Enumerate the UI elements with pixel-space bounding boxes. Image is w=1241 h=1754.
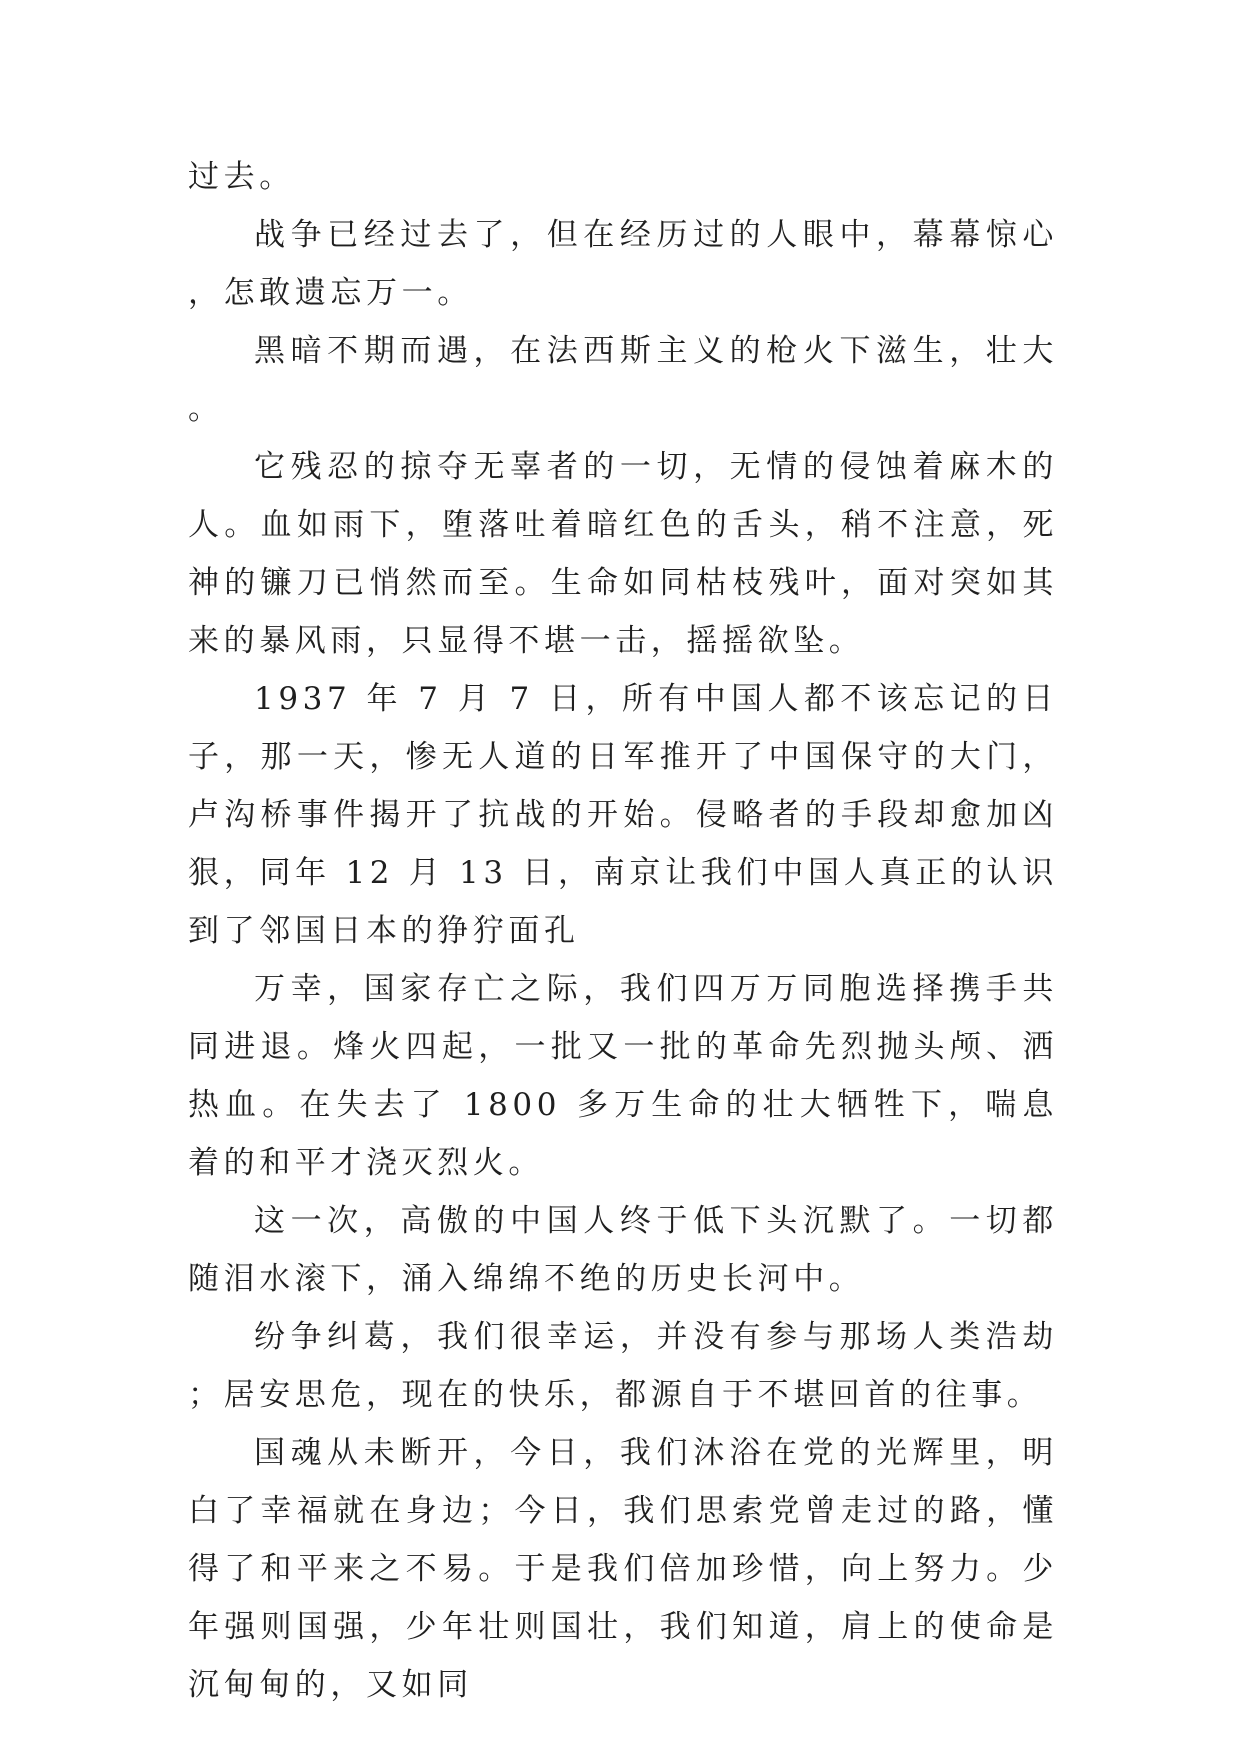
paragraph-3: 黑暗不期而遇，在法西斯主义的枪火下滋生，壮大。 (188, 333, 1058, 427)
paragraph-9: 国魂从未断开，今日，我们沐浴在党的光辉里，明白了幸福就在身边；今日，我们思索党曾走过的路，懂得了和平来之不易。于是我们倍加珍惜，向上努力。少年强则国强，少年壮则国壮，我们知道，肩上的使命是沉甸甸的，又如同 (188, 1435, 1058, 1703)
document-page (188, 148, 1058, 1714)
paragraph-7: 这一次，高傲的中国人终于低下头沉默了。一切都随泪水滚下，涌入绵绵不绝的历史长河中。 (188, 1203, 1058, 1297)
paragraph-8: 纷争纠葛，我们很幸运，并没有参与那场人类浩劫；居安思危，现在的快乐，都源自于不堪回首的往事。 (188, 1319, 1058, 1413)
paragraph-2: 战争已经过去了，但在经历过的人眼中，幕幕惊心，怎敢遗忘万一。 (188, 217, 1058, 311)
paragraph-1: 过去。 (188, 159, 295, 195)
paragraph-6: 万幸，国家存亡之际，我们四万万同胞选择携手共同进退。烽火四起，一批又一批的革命先烈抛头颅、洒热血。在失去了 1800 多万生命的壮大牺牲下，喘息着的和平才浇灭烈火。 (188, 971, 1058, 1181)
paragraph-5: 1937 年 7 月 7 日，所有中国人都不该忘记的日子，那一天，惨无人道的日军推开了中国保守的大门，卢沟桥事件揭开了抗战的开始。侵略者的手段却愈加凶狠，同年 12 月 13 日，南京让我们中国人真正的认识到了邻国日本的狰狞面孔 (188, 681, 1058, 949)
paragraph-4: 它残忍的掠夺无辜者的一切，无情的侵蚀着麻木的人。血如雨下，堕落吐着暗红色的舌头，稍不注意，死神的镰刀已悄然而至。生命如同枯枝残叶，面对突如其来的暴风雨，只显得不堪一击，摇摇欲坠。 (188, 449, 1058, 659)
